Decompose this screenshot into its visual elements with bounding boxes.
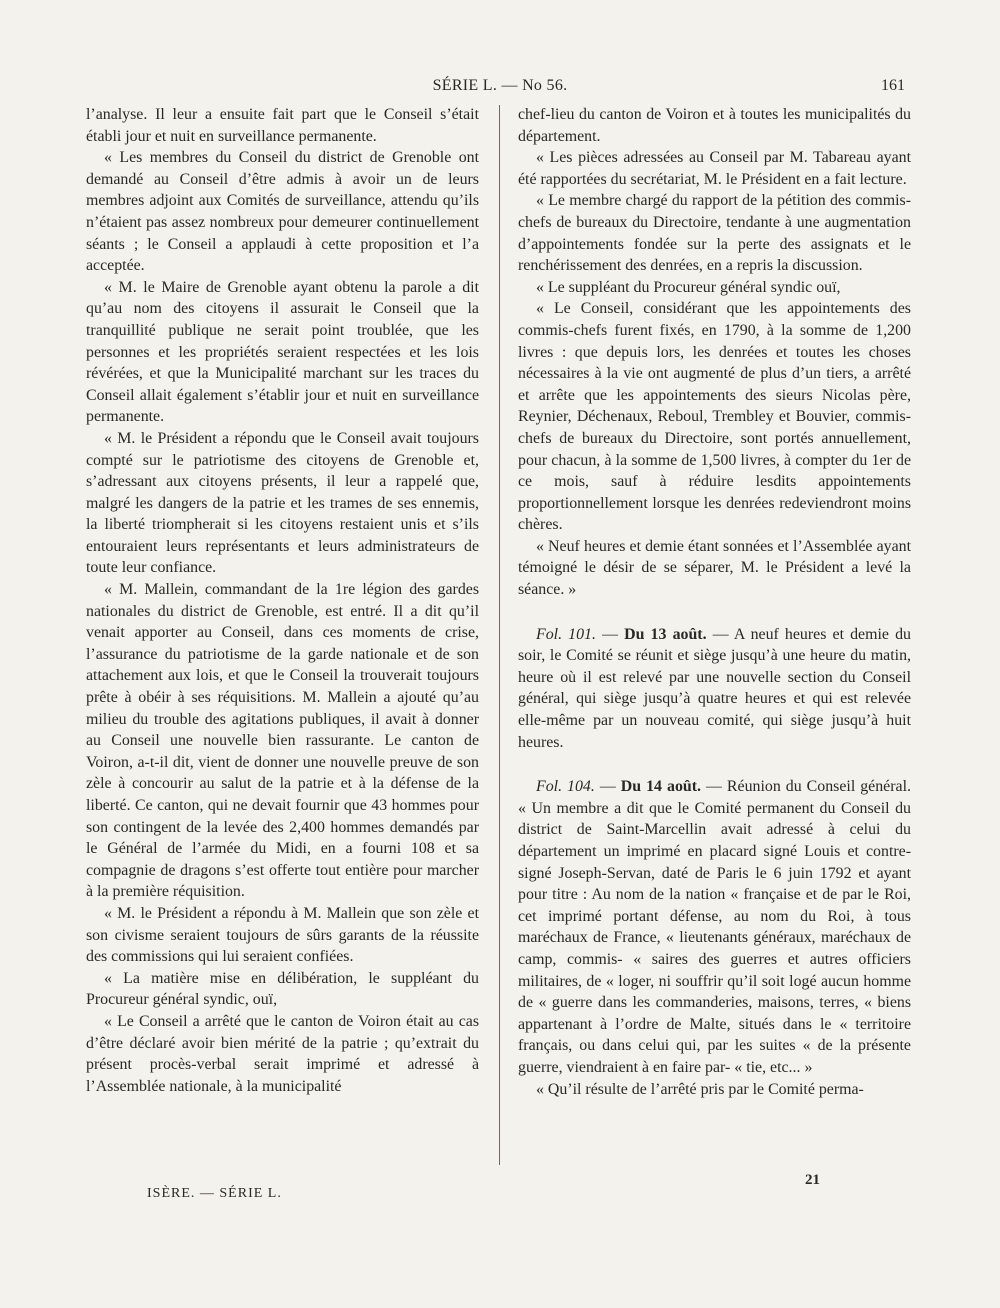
signature-mark: 21: [805, 1172, 820, 1188]
paragraph: l’analyse. Il leur a ensuite fait part que le Conseil s’était établi jour et nuit en surveillance permanente.: [86, 106, 479, 145]
paragraph: « La matière mise en délibération, le suppléant du Procureur général syndic, ouï,: [86, 969, 479, 1009]
entry-text: Réunion du Conseil général. « Un membre a dit que le Comité permanent du Conseil du district de Saint-Marcellin avait adressé à celui du département un imprimé en placard signé Louis et contre-signé Joseph-Servan, daté de Paris le 6 juin 1792 et ayant pour titre : Au nom de la nation « française et de par le Roi, cet imprimé portant défense, au nom du Roi, à tous maréchaux de France, « lieutenants généraux, maréchaux de camp, commis- « saires des guerres et autres officiers militaires, de « loger, ni souffrir qu’il soit logé aucun homme de « guerre dans les commanderies, maisons, terres, « biens appartenant à l’ordre de Malte, situés dans le « territoire français, ou dans celui qui, par les suites « de la présente guerre, viendraient à en faire par- « tie, etc... »: [518, 778, 911, 1076]
entry-date: Du 14 août.: [620, 778, 701, 796]
running-head: SÉRIE L. — No 56.: [432, 77, 568, 94]
entry-paragraph: [518, 624, 911, 754]
paragraph: « Neuf heures et demie étant sonnées et l’Assemblée ayant témoigné le désir de se séparer, M. le Président a levé la séance. »: [518, 537, 911, 599]
folio-reference: Fol. 104.: [536, 778, 595, 796]
em-dash: —: [706, 778, 727, 796]
paragraph: « M. le Président a répondu à M. Mallein que son zèle et son civisme seraient toujours de sûrs garants de la réussite des commissions qui lui seraient confiées.: [86, 904, 479, 966]
left-column: [86, 104, 479, 1097]
paragraph: « M. Mallein, commandant de la 1re légion des gardes nationales du district de Grenoble, est entré. Il a dit qu’il venait apporter au Conseil, dans ces moments de crise, l’assurance du patriotisme de la garde nationale et de son attachement aux lois, et que le Conseil la trouverait toujours prête à obéir à ses réquisitions. M. Mallein a ajouté qu’au milieu du trouble des agitations publiques, il avait à donner au Conseil une nouvelle bien rassurante. Le canton de Voiron, a-t-il dit, vient de donner une nouvelle preuve de son zèle à concourir au salut de la patrie et à la défense de la liberté. Ce canton, qui ne devait fournir que 43 hommes pour son contingent de la levée des 2,400 hommes demandés par le Général de l’armée du Midi, en a fourni 108 et sa compagnie de dragons s’est offerte tout entière pour marcher à la première réquisition.: [86, 581, 479, 901]
section-gap: [518, 601, 911, 624]
paragraph: « M. le Maire de Grenoble ayant obtenu la parole a dit qu’au nom des citoyens il assurait le Conseil que la tranquillité publique ne serait point troublée, que les personnes et les propriétés seraient respectées et les lois révérées, et que la Municipalité marchant sur les traces du Conseil allait également s’établir jour et nuit en surveillance permanente.: [86, 278, 479, 426]
em-dash: —: [602, 625, 625, 643]
footer-left: ISÈRE. — SÉRIE L.: [147, 1186, 282, 1201]
entry-text: A neuf heures et demie du soir, le Comité se réunit et siège jusqu’à une heure du matin, heure où il est relevé par une nouvelle section du Conseil général, qui siège jusqu’à quatre heures et qui est relevée elle-même par un nouveau comité, qui siège jusqu’à huit heures.: [518, 625, 911, 751]
em-dash: —: [712, 625, 734, 643]
paragraph: « Le Conseil a arrêté que le canton de Voiron était au cas d’être déclaré avoir bien mérité de la patrie ; qu’extrait du présent procès-verbal serait imprimé et adressé à l’Assemblée nationale, à la municipalité: [86, 1012, 479, 1095]
paragraph: « Les membres du Conseil du district de Grenoble ont demandé au Conseil d’être admis à avoir un de leurs membres adjoint aux Comités de surveillance, attendu qu’ils n’étaient pas assez nombreux pour demeurer continuellement séants ; le Conseil a applaudi à cette proposition et l’a acceptée.: [86, 149, 479, 275]
page-header: [0, 77, 1000, 99]
page-number: 161: [881, 77, 905, 94]
section-gap: [518, 753, 911, 776]
folio-reference: Fol. 101.: [536, 625, 596, 643]
em-dash: —: [599, 778, 621, 796]
column-divider: [499, 105, 500, 1165]
paragraph: « M. le Président a répondu que le Conseil avait toujours compté sur le patriotisme des citoyens de Grenoble et, s’adressant aux citoyens présents, il leur a rappelé que, malgré les dangers de la patrie et les trames de ses ennemis, la liberté triompherait si les citoyens restaient unis et s’ils entouraient leurs représentants et leurs administrateurs de toute leur confiance.: [86, 429, 479, 577]
paragraph: « Le suppléant du Procureur général syndic ouï,: [536, 278, 841, 296]
paragraph: « Le Conseil, considérant que les appointements des commis-chefs furent fixés, en 1790, à la somme de 1,200 livres : que depuis lors, les denrées et toutes les choses nécessaires à la vie ont augmenté de plus d’un tiers, a arrêté et arrête que les appointements des sieurs Nicolas père, Reynier, Déchenaux, Reboul, Trembley et Bouvier, commis-chefs de bureaux du Directoire, sont portés annuellement, pour chacun, à la somme de 1,500 livres, à compter du 1er de ce mois, sauf à réduire lesdits appointements proportionnellement lorsque les denrées redeviendront moins chères.: [518, 300, 911, 534]
entry-paragraph: [518, 776, 911, 1078]
paragraph: « Qu’il résulte de l’arrêté pris par le Comité perma-: [536, 1080, 864, 1098]
paragraph: « Le membre chargé du rapport de la pétition des commis-chefs de bureaux du Directoire, tendante à une augmentation d’appointements fondée sur la perte des assignats et le renchérissement des denrées, en a repris la discussion.: [518, 192, 911, 275]
entry-date: Du 13 août.: [624, 625, 707, 643]
paragraph: « Les pièces adressées au Conseil par M. Tabareau ayant été rapportées du secrétariat, M. le Président en a fait lecture.: [518, 149, 911, 188]
right-column: [518, 104, 911, 1100]
paragraph: chef-lieu du canton de Voiron et à toutes les municipalités du département.: [518, 106, 911, 145]
